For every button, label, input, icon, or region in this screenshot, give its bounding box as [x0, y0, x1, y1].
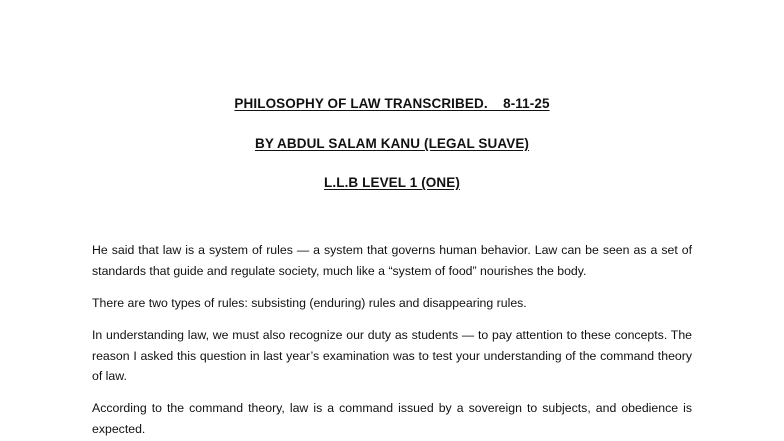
paragraph-student-duty: In understanding law, we must also recognize our duty as students — to pay attention to these concepts. The reason I asked this question in last year’s examination was to test your understanding of the command theory of law. — [92, 328, 692, 383]
paragraph-types-of-rules: There are two types of rules: subsisting (enduring) rules and disappearing rules. — [92, 296, 527, 310]
paragraph-command-theory: According to the command theory, law is a command issued by a sovereign to subjects, and obedience is expected. — [92, 401, 692, 436]
document-title: PHILOSOPHY OF LAW TRANSCRIBED. 8-11-25 — [234, 96, 550, 111]
level-line: L.L.B LEVEL 1 (ONE) — [324, 175, 460, 190]
paragraph-law-system: He said that law is a system of rules — a system that governs human behavior. Law can be seen as a set of standards that guide and regulate society, much like a “system of food” nourishes the body. — [92, 243, 692, 278]
author-line: BY ABDUL SALAM KANU (LEGAL SUAVE) — [254, 136, 530, 151]
